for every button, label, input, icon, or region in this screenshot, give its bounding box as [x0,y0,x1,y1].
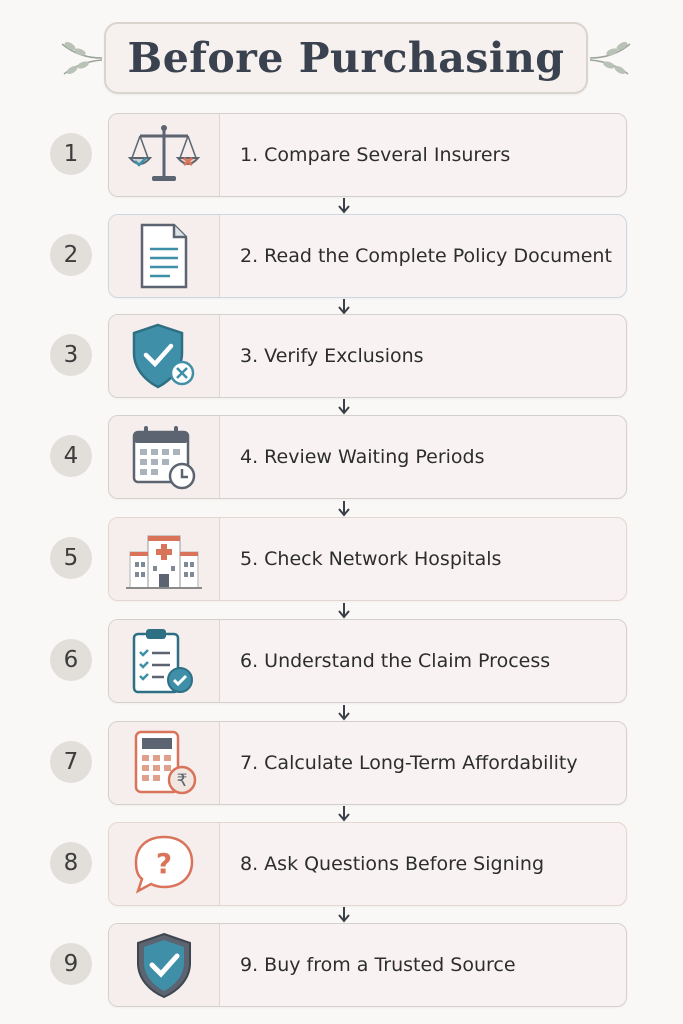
down-arrow-icon [337,806,351,822]
down-arrow-icon [337,399,351,415]
step-label: 3. Verify Exclusions [240,345,424,367]
leaf-sprig-decoration [56,34,106,82]
shield-check-icon [126,930,202,1000]
step-label: 2. Read the Complete Policy Document [240,245,612,267]
step-card [108,517,627,601]
step-row [0,415,683,501]
scales-icon [126,120,202,190]
calendar-clock-icon [126,422,202,492]
step-card [108,314,627,398]
down-arrow-icon [337,501,351,517]
step-row [0,214,683,300]
down-arrow-icon [337,603,351,619]
step-row [0,822,683,908]
step-label: 5. Check Network Hospitals [240,548,502,570]
step-card [108,923,627,1007]
step-card [108,415,627,499]
down-arrow-icon [337,198,351,214]
step-label: 8. Ask Questions Before Signing [240,853,545,875]
question-bubble-icon [126,829,202,899]
step-number-badge: 6 [50,639,92,681]
step-number-badge: 7 [50,741,92,783]
step-row [0,923,683,1009]
title-banner [104,22,588,94]
step-row [0,721,683,807]
step-number-badge: 1 [50,133,92,175]
step-row [0,619,683,705]
hospital-icon [126,524,202,594]
page-title: Before Purchasing [127,34,565,82]
step-row [0,314,683,400]
step-card [108,619,627,703]
shield-x-icon [126,321,202,391]
down-arrow-icon [337,907,351,923]
step-card [108,721,627,805]
step-number-badge: 5 [50,537,92,579]
step-label: 4. Review Waiting Periods [240,446,485,468]
step-label: 7. Calculate Long-Term Affordability [240,752,578,774]
step-row [0,517,683,603]
down-arrow-icon [337,299,351,315]
step-card [108,822,627,906]
step-number-badge: 4 [50,435,92,477]
step-label: 6. Understand the Claim Process [240,650,551,672]
step-card [108,214,627,298]
document-icon [126,221,202,291]
step-card [108,113,627,197]
clipboard-check-icon [126,626,202,696]
step-number-badge: 8 [50,842,92,884]
calculator-rupee-icon [126,728,202,798]
question-mark: ? [155,847,173,880]
down-arrow-icon [337,705,351,721]
leaf-sprig-decoration [586,34,636,82]
step-label: 1. Compare Several Insurers [240,144,511,166]
step-label: 9. Buy from a Trusted Source [240,954,516,976]
step-number-badge: 9 [50,943,92,985]
step-number-badge: 2 [50,234,92,276]
step-number-badge: 3 [50,334,92,376]
step-row [0,113,683,199]
rupee-symbol: ₹ [176,771,188,791]
